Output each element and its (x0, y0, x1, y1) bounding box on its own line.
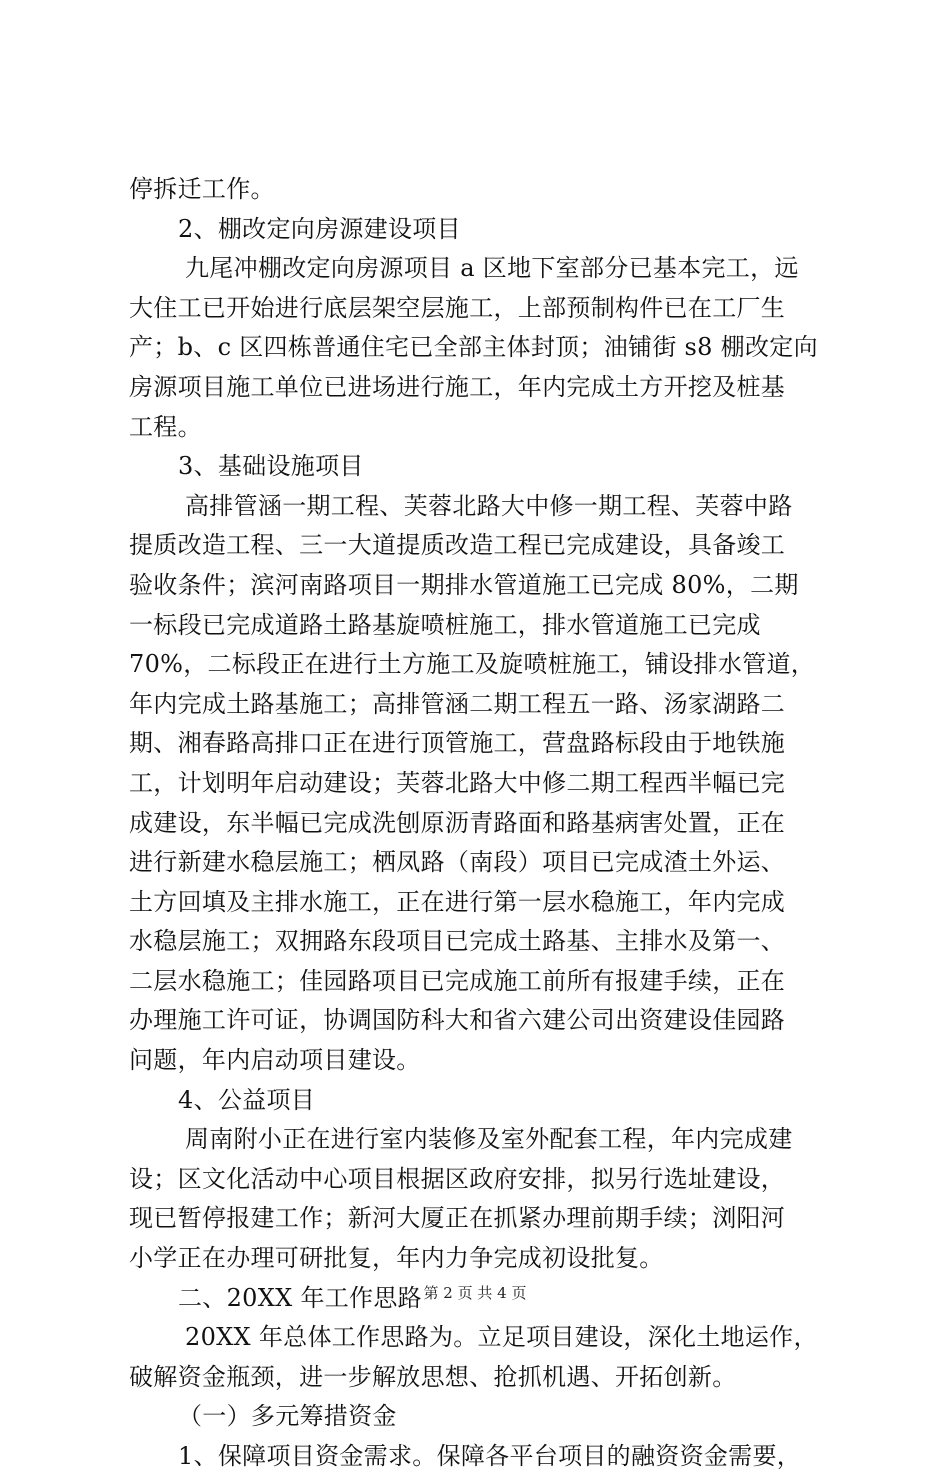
text-line: 二层水稳施工；佳园路项目已完成施工前所有报建手续，正在 (129, 966, 786, 995)
text-line: 工程。 (129, 412, 202, 441)
text-line: 现已暂停报建工作；新河大厦正在抓紧办理前期手续；浏阳河 (129, 1204, 786, 1233)
text-line: 水稳层施工；双拥路东段项目已完成土路基、主排水及第一、 (129, 927, 786, 956)
text-line: 进行新建水稳层施工；栖凤路（南段）项目已完成渣土外运、 (129, 848, 786, 877)
text-line: 1、保障项目资金需求。保障各平台项目的融资资金需要， (178, 1442, 802, 1470)
text-line: 九尾冲棚改定向房源项目 a 区地下室部分已基本完工，远 (185, 254, 799, 283)
text-line: 高排管涵一期工程、芙蓉北路大中修一期工程、芙蓉中路 (185, 491, 793, 520)
text-line: 房源项目施工单位已进场进行施工，年内完成土方开挖及桩基 (129, 372, 786, 401)
text-line: 破解资金瓶颈，进一步解放思想、抢抓机遇、开拓创新。 (129, 1362, 737, 1391)
text-line: 问题，年内启动项目建设。 (129, 1046, 421, 1075)
text-line: 周南附小正在进行室内装修及室外配套工程，年内完成建 (185, 1125, 793, 1154)
text-line: 产；b、c 区四栋普通住宅已全部主体封顶；油铺街 s8 棚改定向 (129, 333, 818, 362)
text-line: 70%，二标段正在进行土方施工及旋喷桩施工，铺设排水管道， (129, 650, 816, 679)
text-line: 土方回填及主排水施工，正在进行第一层水稳施工，年内完成 (129, 887, 786, 916)
text-line: 3、基础设施项目 (178, 452, 364, 481)
text-line: 二、20XX 年工作思路 (178, 1283, 422, 1312)
document-body (129, 170, 834, 1477)
text-line: 2、棚改定向房源建设项目 (178, 214, 461, 243)
text-line: 办理施工许可证，协调国防科大和省六建公司出资建设佳园路 (129, 1006, 786, 1035)
text-line: 提质改造工程、三一大道提质改造工程已完成建设，具备竣工 (129, 531, 786, 560)
text-line: 小学正在办理可研批复，年内力争完成初设批复。 (129, 1244, 664, 1273)
text-line: 大住工已开始进行底层架空层施工，上部预制构件已在工厂生 (129, 293, 786, 322)
text-line: 工，计划明年启动建设；芙蓉北路大中修二期工程西半幅已完 (129, 768, 786, 797)
text-line: 一标段已完成道路土路基旋喷桩施工，排水管道施工已完成 (129, 610, 761, 639)
text-line: 设；区文化活动中心项目根据区政府安排，拟另行选址建设， (129, 1164, 786, 1193)
text-line: 4、公益项目 (178, 1085, 316, 1114)
page-footer: 第 2 页 共 4 页 (423, 1284, 527, 1302)
text-line: 20XX 年总体工作思路为。立足项目建设，深化土地运作， (185, 1323, 818, 1352)
text-line: 验收条件；滨河南路项目一期排水管道施工已完成 80%，二期 (129, 570, 799, 599)
text-line: （一）多元筹措资金 (178, 1402, 397, 1431)
text-line: 年内完成土路基施工；高排管涵二期工程五一路、汤家湖路二 (129, 689, 786, 718)
text-line: 成建设，东半幅已完成洗刨原沥青路面和路基病害处置，正在 (129, 808, 786, 837)
text-line: 停拆迁工作。 (129, 175, 275, 203)
text-line: 期、湘春路高排口正在进行顶管施工，营盘路标段由于地铁施 (129, 729, 786, 758)
